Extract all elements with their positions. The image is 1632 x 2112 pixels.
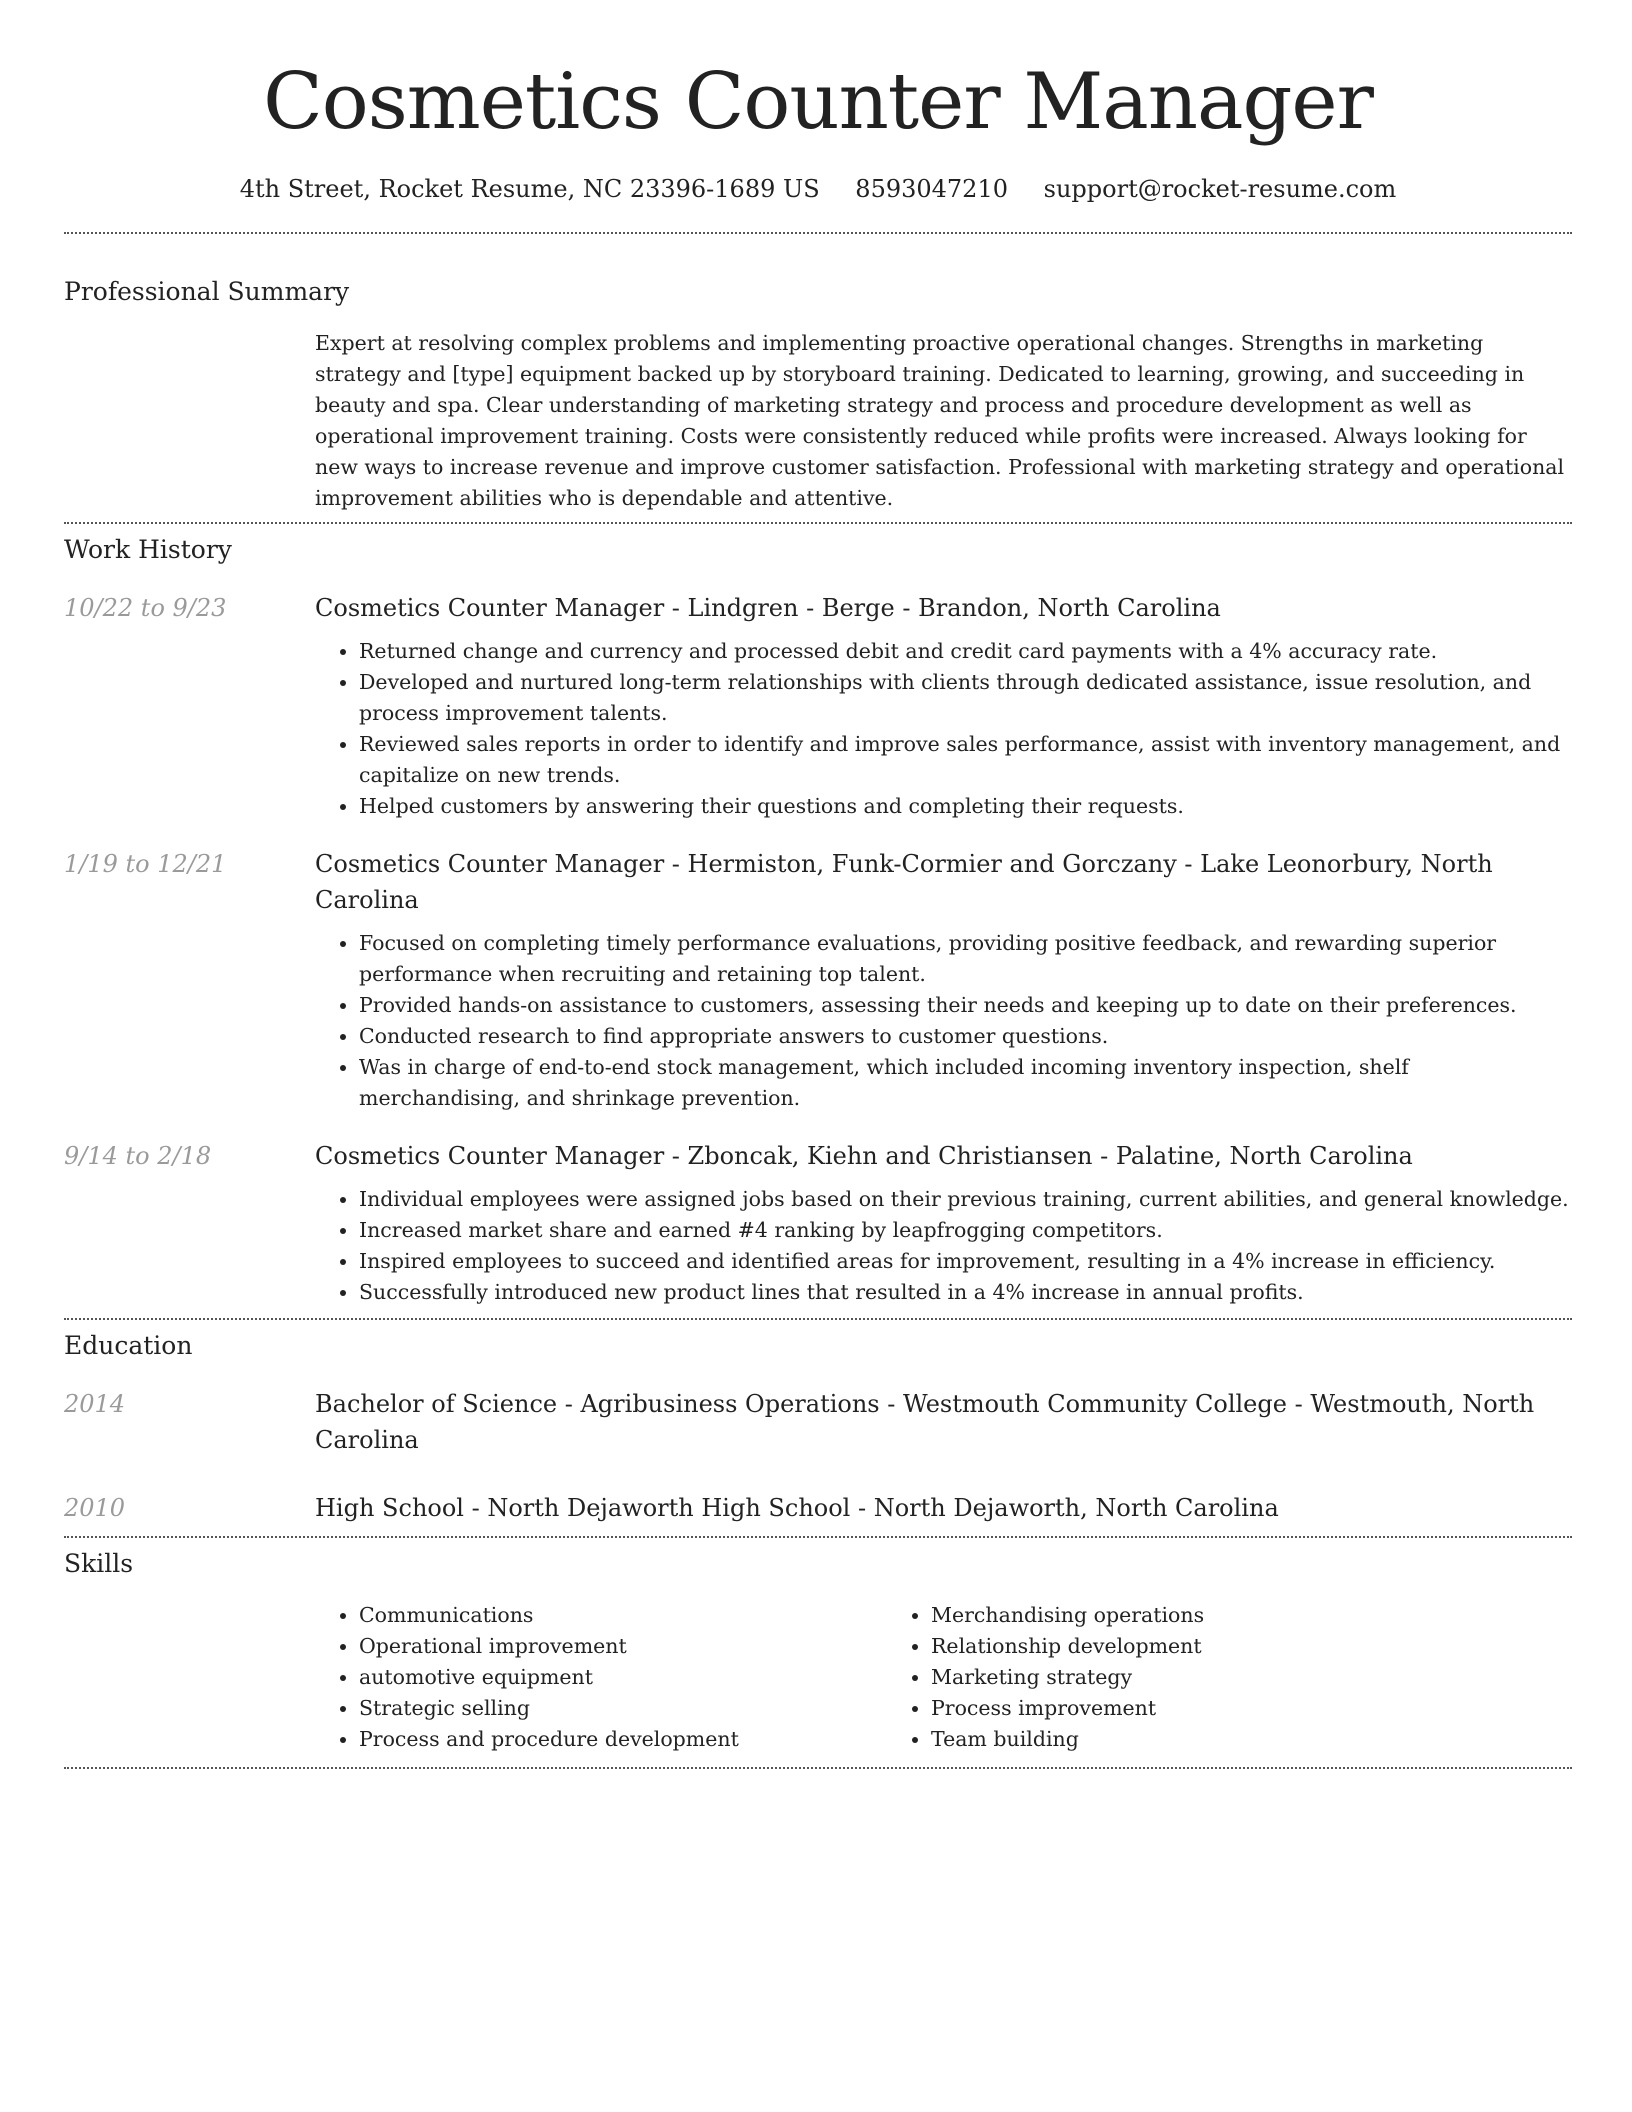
list-item: • Provided hands-on assistance to customers, assessing their needs and keeping up to date on their preferences. [359,990,1572,1021]
job-role: Cosmetics Counter Manager [315,850,665,878]
list-item: • Team building [931,1724,1459,1755]
contact-line [64,172,1572,206]
education-section [64,1320,1572,1526]
section-divider [64,1767,1572,1769]
list-item: • Conducted research to find appropriate answers to customer questions. [359,1021,1572,1052]
list-item: • Individual employees were assigned jobs based on their previous training, current abilities, and general knowledge. [359,1184,1572,1215]
skills-list-left [315,1600,887,1755]
education-field: - Agribusiness Operations [557,1390,880,1418]
list-item: • Returned change and currency and processed debit and credit card payments with a 4% accuracy rate. [359,636,1572,667]
job-details: - Lindgren - Berge - Brandon, North Carolina [664,594,1221,622]
education-year: 2014 [64,1390,126,1418]
education-degree: Bachelor of Science [315,1390,558,1418]
list-item: • Focused on completing timely performance evaluations, providing positive feedback, and rewarding superior performance when recruiting and retaining top talent. [359,928,1572,990]
education-entry [64,1490,1572,1526]
list-item: • Helped customers by answering their questions and completing their requests. [359,791,1572,822]
list-item: • Strategic selling [359,1693,887,1724]
job-entry [64,846,1572,1114]
education-heading [315,1490,1572,1526]
list-item: • Marketing strategy [931,1662,1459,1693]
job-bullets [315,636,1572,822]
education-year: 2010 [64,1494,126,1522]
list-item: • automotive equipment [359,1662,887,1693]
summary-text: Expert at resolving complex problems and implementing proactive operational changes. Strengths in marketing strategy and [type] equipment backed up by storyboard training. Dedicated to learning, growing, and succeeding in beauty and spa. Clear understanding of marketing strategy and process and procedure development as well as operational improvement training. Costs were consistently reduced while profits were increased. Always looking for new ways to increase revenue and improve customer satisfaction. Professional with marketing strategy and operational improvement abilities who is dependable and attentive. [315,331,1565,510]
job-details: - Zboncak, Kiehn and Christiansen - Palatine, North Carolina [664,1142,1413,1170]
education-details: - North Dejaworth High School - North Dejaworth, North Carolina [463,1494,1279,1522]
education-details: - Westmouth Community College - Westmouth, North Carolina [315,1390,1535,1454]
address-text: 4th Street, Rocket Resume, NC 23396-1689 US [239,175,820,203]
list-item: • Inspired employees to succeed and identified areas for improvement, resulting in a 4% increase in efficiency. [359,1246,1572,1277]
job-dates: 1/19 to 12/21 [64,850,227,878]
education-degree: High School [315,1494,464,1522]
section-title-education: Education [64,1331,193,1360]
job-heading [315,846,1572,918]
phone-text: 8593047210 [855,175,1008,203]
education-entry [64,1386,1572,1458]
work-section [64,524,1572,1308]
email-text: support@rocket-resume.com [1043,175,1397,203]
resume-page [64,0,1572,1769]
list-item: • Operational improvement [359,1631,887,1662]
summary-section [64,234,1572,514]
section-title-summary: Professional Summary [64,277,350,306]
section-title-skills: Skills [64,1549,134,1578]
list-item: • Increased market share and earned #4 ranking by leapfrogging competitors. [359,1215,1572,1246]
list-item: • Merchandising operations [931,1600,1459,1631]
job-bullets [315,1184,1572,1308]
job-role: Cosmetics Counter Manager [315,1142,665,1170]
list-item: • Was in charge of end-to-end stock management, which included incoming inventory inspection, shelf merchandising, and shrinkage prevention. [359,1052,1572,1114]
job-heading [315,590,1572,626]
skills-section [64,1538,1572,1755]
job-details: - Hermiston, Funk-Cormier and Gorczany - Lake Leonorbury, North Carolina [315,850,1493,914]
job-heading [315,1138,1572,1174]
job-role: Cosmetics Counter Manager [315,594,665,622]
list-item: • Relationship development [931,1631,1459,1662]
job-dates: 10/22 to 9/23 [64,594,227,622]
skills-list-right [887,1600,1459,1755]
list-item: • Developed and nurtured long-term relationships with clients through dedicated assistance, issue resolution, and process improvement talents. [359,667,1572,729]
candidate-name: Cosmetics Counter Manager [263,57,1373,147]
job-entry [64,1138,1572,1308]
job-dates: 9/14 to 2/18 [64,1142,212,1170]
job-entry [64,590,1572,822]
list-item: • Successfully introduced new product lines that resulted in a 4% increase in annual profits. [359,1277,1572,1308]
section-title-work: Work History [64,535,232,564]
list-item: • Process improvement [931,1693,1459,1724]
job-bullets [315,928,1572,1114]
education-heading [315,1386,1572,1458]
list-item: • Communications [359,1600,887,1631]
list-item: • Process and procedure development [359,1724,887,1755]
list-item: • Reviewed sales reports in order to identify and improve sales performance, assist with inventory management, and capitalize on new trends. [359,729,1572,791]
